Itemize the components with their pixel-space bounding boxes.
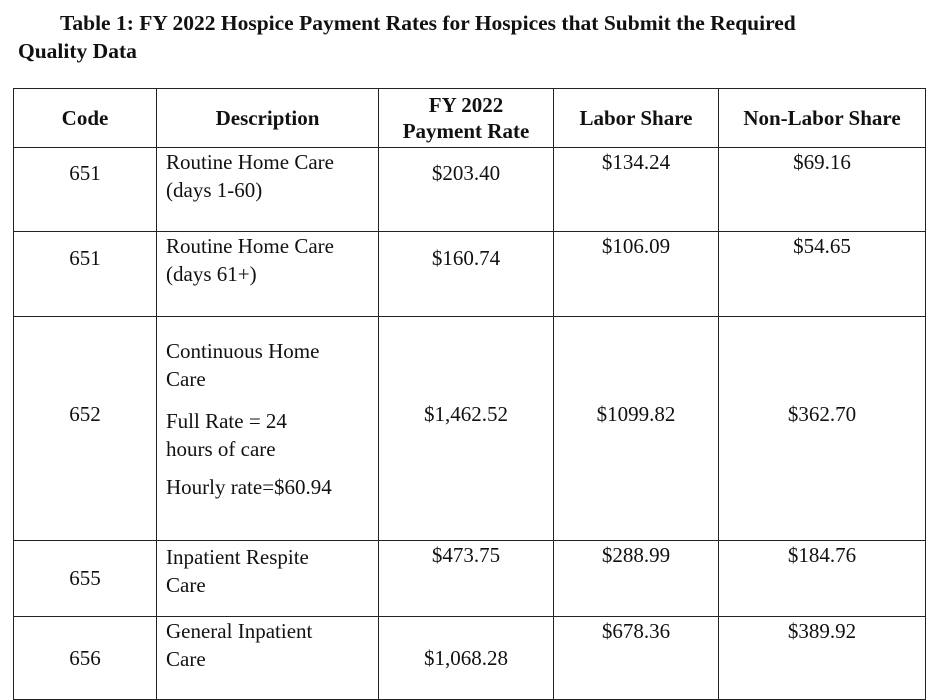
cell-payment-rate	[379, 148, 554, 232]
cell-payment-rate-text: $203.40	[431, 161, 501, 185]
cell-description-line: hours of care	[166, 437, 276, 461]
cell-description	[157, 617, 379, 700]
header-labor-share: Labor Share	[554, 89, 719, 148]
cell-payment-rate	[379, 232, 554, 317]
cell-payment-rate	[379, 317, 554, 541]
cell-code	[14, 617, 157, 700]
table-row	[14, 148, 926, 232]
cell-description-line: Care	[166, 647, 206, 671]
header-nonlabor-share: Non-Labor Share	[719, 89, 926, 148]
cell-labor-share: $288.99	[554, 541, 719, 617]
cell-description-line: Care	[166, 367, 206, 391]
cell-labor-share-text: $1099.82	[596, 402, 676, 426]
cell-nonlabor-share	[719, 317, 926, 541]
cell-description-line: Full Rate = 24	[166, 409, 287, 433]
cell-code	[14, 317, 157, 541]
cell-description-line: (days 61+)	[166, 262, 257, 286]
cell-description-line: Routine Home Care	[166, 150, 334, 174]
cell-description	[157, 317, 379, 541]
cell-payment-rate-text: $160.74	[431, 245, 501, 270]
cell-nonlabor-share: $184.76	[719, 541, 926, 617]
table-row	[14, 232, 926, 317]
header-row	[14, 89, 926, 148]
header-code: Code	[14, 89, 157, 148]
cell-description-line: Routine Home Care	[166, 234, 334, 258]
header-description: Description	[157, 89, 379, 148]
cell-description-line: Care	[166, 573, 206, 597]
cell-description	[157, 541, 379, 617]
header-payment-rate-line2: Payment Rate	[402, 119, 530, 143]
cell-code	[14, 541, 157, 617]
cell-description	[157, 148, 379, 232]
cell-code-text: 655	[69, 566, 101, 590]
cell-description-line: Hourly rate=$60.94	[166, 475, 332, 499]
cell-nonlabor-share: $54.65	[719, 232, 926, 317]
cell-payment-rate	[379, 617, 554, 700]
cell-payment-rate-text: $1,462.52	[424, 402, 508, 426]
cell-description-line: Inpatient Respite	[166, 545, 309, 569]
cell-description	[157, 232, 379, 317]
cell-code-text: 651	[69, 161, 101, 185]
cell-payment-rate: $473.75	[379, 541, 554, 617]
cell-labor-share: $106.09	[554, 232, 719, 317]
cell-code-text: 656	[69, 645, 101, 670]
header-payment-rate-line1: FY 2022	[428, 93, 504, 117]
cell-code	[14, 232, 157, 317]
cell-code-text: 651	[69, 245, 101, 270]
table-row	[14, 541, 926, 617]
header-payment-rate	[379, 89, 554, 148]
cell-nonlabor-share: $69.16	[719, 148, 926, 232]
cell-payment-rate-text: $1,068.28	[424, 645, 508, 670]
cell-code	[14, 148, 157, 232]
cell-code-text: 652	[69, 402, 101, 426]
cell-labor-share: $678.36	[554, 617, 719, 700]
table-title-line1: Table 1: FY 2022 Hospice Payment Rates for Hospices that Submit the Required	[60, 11, 796, 35]
cell-description-line: General Inpatient	[166, 619, 313, 643]
cell-description-line: Continuous Home	[166, 339, 320, 363]
cell-labor-share: $134.24	[554, 148, 719, 232]
cell-nonlabor-share-text: $362.70	[787, 402, 857, 426]
cell-description-line: (days 1-60)	[166, 178, 263, 202]
cell-labor-share	[554, 317, 719, 541]
cell-nonlabor-share: $389.92	[719, 617, 926, 700]
table-row	[14, 317, 926, 541]
table-title	[18, 9, 918, 65]
table-title-line2: Quality Data	[18, 39, 137, 63]
table-row	[14, 617, 926, 700]
hospice-rates-table	[13, 88, 926, 700]
